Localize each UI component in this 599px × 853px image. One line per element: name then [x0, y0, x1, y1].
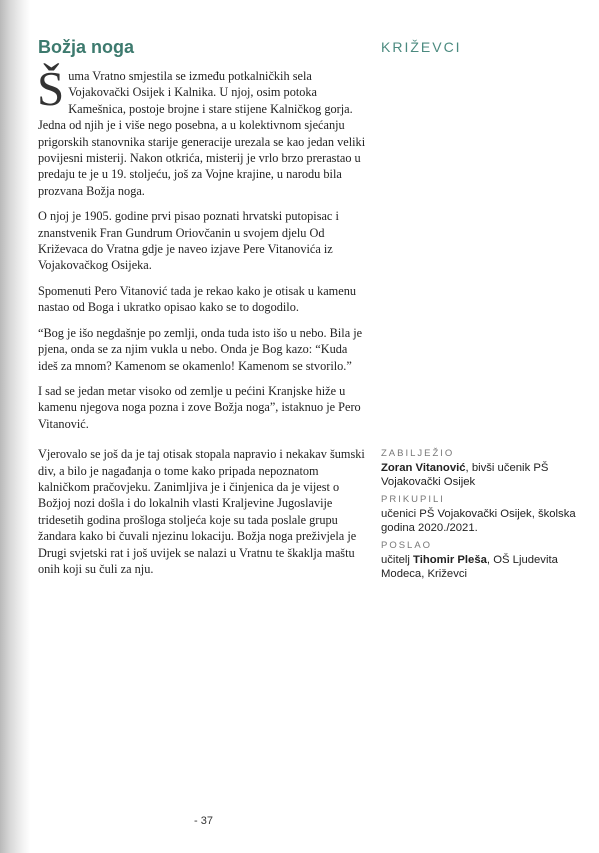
paragraph-4: “Bog je išo negdašnje po zemlji, onda tuda isto išo u nebo. Bila je pjena, onda se za njim vukla u nebo. Onda je Bog kazo: “Kuda ideš za mnom? Kamenom se okamenlo! Kamenom se stvorilo.” [38, 325, 363, 373]
sent-label: POSLAO [381, 540, 433, 551]
sent-rest: , OŠ Ljudevita Modeca, Križevci [381, 554, 558, 580]
credits-block [381, 444, 581, 585]
recorded-label: ZABILJEŽIO [381, 448, 455, 459]
page-binding-shadow [0, 0, 30, 853]
recorded-name: Zoran Vitanović [381, 462, 466, 474]
collected-label: PRIKUPILI [381, 494, 445, 505]
story-body [37, 61, 370, 586]
paragraph-6: Vjerovalo se još da je taj otisak stopala napravio i nekakav šumski div, a bilo je nagađanja o tome kako pripada nepoznatom kalničkom pračovjeku. Zanimljiva je i činjenica da je vijest o Božjoj nozi došla i do lokalnih vlasti Kraljevine Jugoslavije tridesetih godina prošloga stoljeća koje su tada poslale grupu žandara kako bi čuvali njezinu lokaciju. Božja noga preživjela je Drugi svjetski rat i još uvijek se nalazi u Vratnu te škaklja maštu onih koji su čuli za nju. [38, 447, 365, 576]
recorded-value [381, 461, 581, 489]
paragraph-5: I sad se jedan metar visoko od zemlje u pećini Kranjske hiže u kamenu njegova noga pozna i zove Božja noga”, istaknuo je Pero Vitanović. [38, 383, 361, 431]
sent-name: Tihomir Pleša [413, 554, 487, 566]
credit-sent [381, 539, 581, 581]
page-number: - 37 [194, 815, 213, 827]
region-label: KRIŽEVCI [381, 39, 462, 55]
collected-value: učenici PŠ Vojakovački Osijek, školska godina 2020./2021. [381, 508, 576, 534]
sent-value [381, 553, 581, 581]
paragraph-3: Spomenuti Pero Vitanović tada je rekao kako je otisak u kamenu nastao od Boga i ukratko opisao kako se to dogodilo. [38, 283, 356, 315]
recorded-rest: , bivši učenik PŠ Vojakovački Osijek [381, 462, 549, 488]
credit-collected [381, 493, 581, 535]
paragraph-2: O njoj je 1905. godine prvi pisao poznati hrvatski putopisac i znanstvenik Fran Gundrum Oriovčanin u svojem djelu Od Križevaca do Vratna gdje je naveo izjave Pere Vitanovića iz Vojakovačkog Osijeka. [38, 209, 339, 273]
story-title: Božja noga [38, 37, 135, 57]
credit-recorded [381, 447, 581, 489]
paragraph-1-text: uma Vratno smjestila se između potkalničkih sela Vojakovački Osijek i Kalnika. U njoj, osim potoka Kamešnica, postoje brojne i stare stijene Kalničkog gorja. Jedna od njih je i više nego posebna, a u kolektivnom sjećanju prigorskih stanovnika starije generacije urezala se kao jedan veliki povijesni misterij. Nakon otkrića, misterij je vrlo brzo prerastao u predaju te je u 19. stoljeću, još za Vojne krajine, u narodu bila prozvana Božja noga. [38, 69, 366, 198]
paragraph-1 [37, 61, 370, 199]
drop-cap: Š [37, 61, 65, 116]
sent-prefix: učitelj [381, 554, 414, 566]
